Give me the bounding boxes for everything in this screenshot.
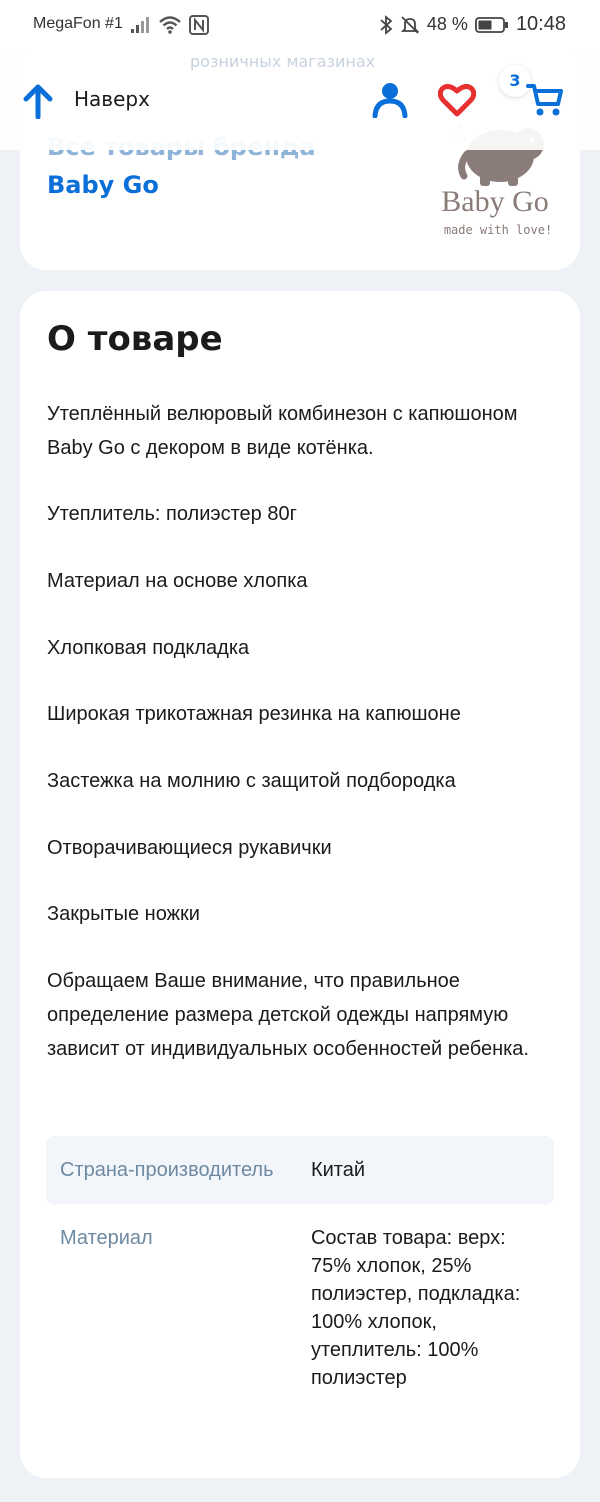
signal-icon — [130, 16, 152, 34]
cart-icon[interactable] — [526, 82, 564, 118]
scrolled-text-behind: розничных магазинах — [190, 52, 376, 71]
top-nav-bar — [0, 50, 600, 150]
cart-count-badge: 3 — [499, 65, 531, 97]
arrow-up-icon[interactable] — [22, 83, 54, 119]
description-paragraph: Материал на основе хлопка — [47, 570, 308, 592]
section-title: О товаре — [47, 319, 223, 359]
specs-table — [46, 1136, 554, 1412]
description-paragraph: Застежка на молнию с защитой подбородка — [47, 770, 456, 792]
clock: 10:48 — [515, 13, 566, 35]
spec-name: Страна-производитель — [60, 1159, 274, 1181]
spec-name: Материал — [60, 1227, 153, 1249]
brand-link-name: Baby Go — [47, 171, 159, 199]
spec-value: Состав товара: верх: 75% хлопок, 25% полиэстер, подкладка: 100% хлопок, утеплитель: 100% полиэстер — [310, 1227, 521, 1389]
carrier-name: MegaFon #1 — [33, 15, 123, 32]
description-paragraph: Обращаем Ваше внимание, что правильное определение размера детской одежды напрямую зависит от индивидуальных особенностей ребенка. — [47, 970, 529, 1060]
user-icon[interactable] — [372, 80, 408, 118]
description-paragraph: Утеплитель: полиэстер 80г — [47, 503, 297, 525]
wifi-icon — [158, 15, 182, 35]
table-row — [46, 1204, 554, 1412]
spec-value: Китай — [310, 1159, 366, 1181]
description-paragraph: Закрытые ножки — [47, 903, 200, 925]
scroll-top-label[interactable]: Наверх — [74, 87, 150, 111]
description-paragraph: Широкая трикотажная резинка на капюшоне — [47, 703, 461, 725]
description-paragraph: Утеплённый велюровый комбинезон с капюшоном Baby Go с декором в виде котёнка. — [47, 403, 518, 459]
product-description-card — [20, 291, 580, 1478]
heart-icon[interactable] — [438, 83, 476, 117]
mute-icon — [400, 15, 420, 35]
battery-percent: 48 % — [426, 14, 468, 34]
bluetooth-icon — [379, 15, 393, 35]
logo-text: Baby Go — [441, 185, 549, 218]
status-bar — [0, 0, 600, 50]
description-paragraph: Отворачивающиеся рукавички — [47, 837, 332, 859]
description-paragraph: Хлопковая подкладка — [47, 637, 250, 659]
logo-tagline: made with love! — [443, 223, 553, 237]
battery-icon — [475, 16, 509, 34]
table-row — [46, 1136, 554, 1204]
nfc-icon — [188, 14, 210, 36]
